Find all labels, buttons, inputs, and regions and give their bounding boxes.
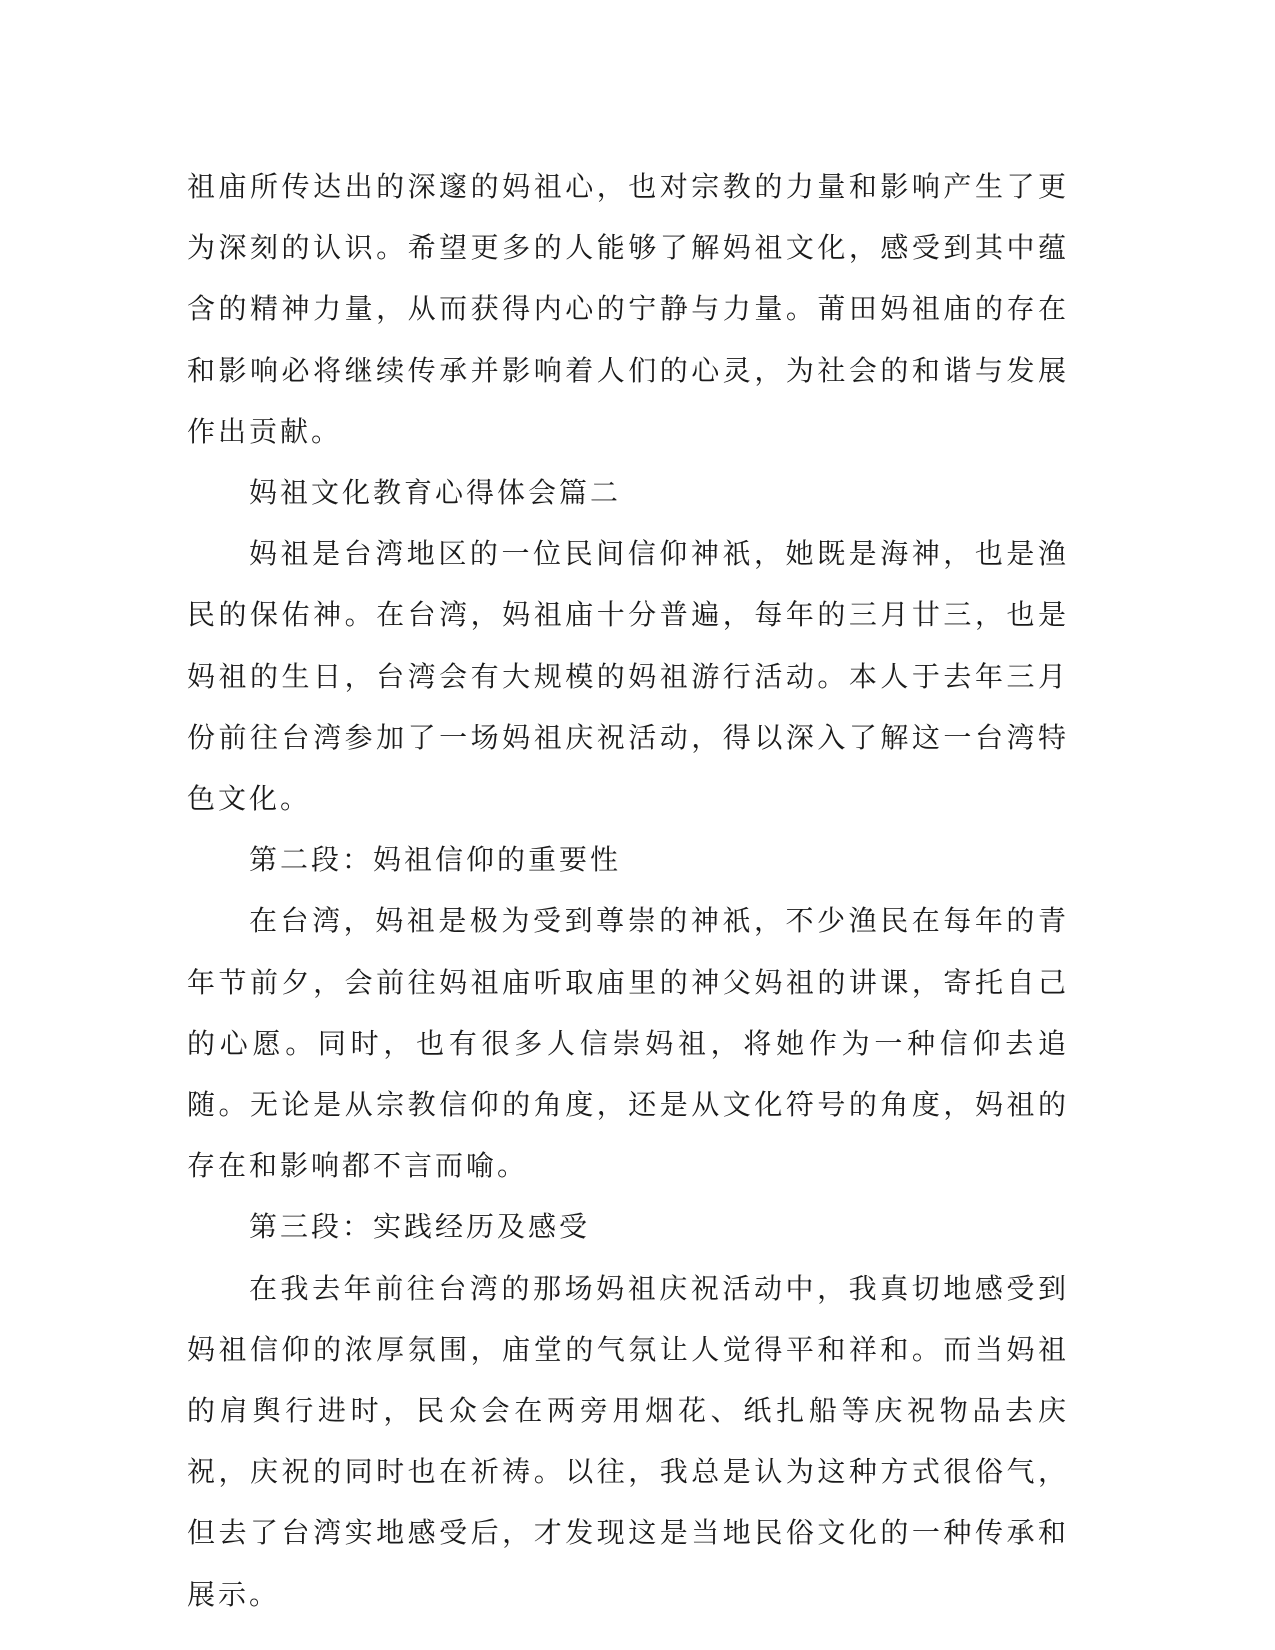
document-body [187, 156, 1069, 1625]
paragraph-experience: 在我去年前往台湾的那场妈祖庆祝活动中，我真切地感受到妈祖信仰的浓厚氛围，庙堂的气氛让人觉得平和祥和。而当妈祖的肩舆行进时，民众会在两旁用烟花、纸扎船等庆祝物品去庆祝，庆祝的同时也在祈祷。以往，我总是认为这种方式很俗气，但去了台湾实地感受后，才发现这是当地民俗文化的一种传承和展示。 [187, 1271, 1069, 1611]
paragraph-continuation: 祖庙所传达出的深邃的妈祖心，也对宗教的力量和影响产生了更为深刻的认识。希望更多的人能够了解妈祖文化，感受到其中蕴含的精神力量，从而获得内心的宁静与力量。莆田妈祖庙的存在和影响必将继续传承并影响着人们的心灵，为社会的和谐与发展作出贡献。 [187, 170, 1069, 448]
section-heading-3: 第三段：实践经历及感受 [249, 1210, 591, 1244]
section-title: 妈祖文化教育心得体会篇二 [249, 476, 622, 510]
paragraph-importance: 在台湾，妈祖是极为受到尊崇的神祇，不少渔民在每年的青年节前夕，会前往妈祖庙听取庙里的神父妈祖的讲课，寄托自己的心愿。同时，也有很多人信崇妈祖，将她作为一种信仰去追随。无论是从宗教信仰的角度，还是从文化符号的角度，妈祖的存在和影响都不言而喻。 [187, 904, 1069, 1183]
paragraph-intro: 妈祖是台湾地区的一位民间信仰神祇，她既是海神，也是渔民的保佑神。在台湾，妈祖庙十分普遍，每年的三月廿三，也是妈祖的生日，台湾会有大规模的妈祖游行活动。本人于去年三月份前往台湾参加了一场妈祖庆祝活动，得以深入了解这一台湾特色文化。 [187, 537, 1069, 816]
section-heading-2: 第二段：妈祖信仰的重要性 [249, 843, 622, 877]
